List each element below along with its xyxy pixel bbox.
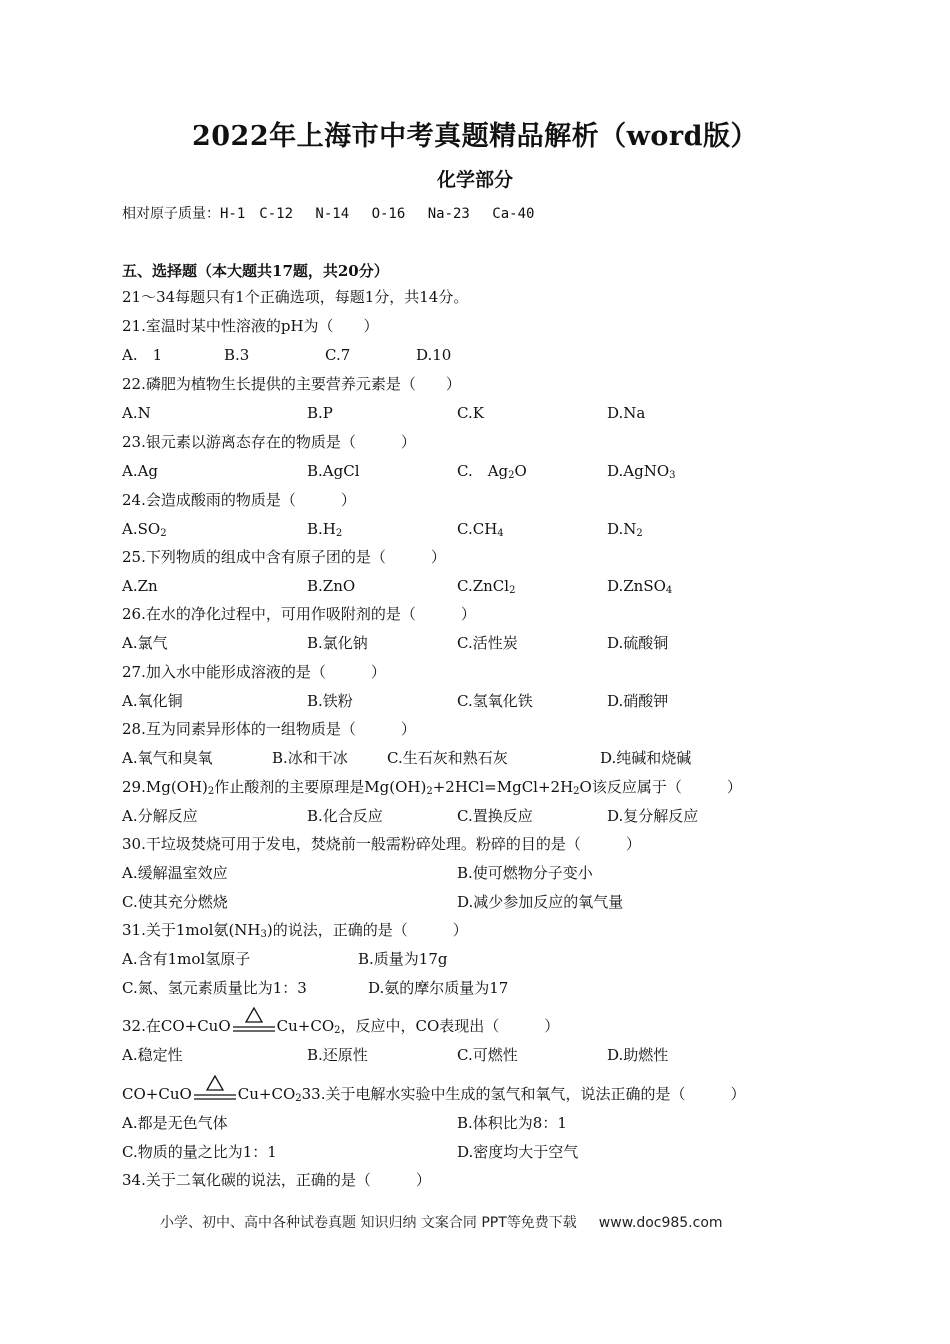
- q29-sub2: 2: [426, 786, 433, 797]
- question-25-stem: 25.下列物质的组成中含有原子团的是（ ）: [122, 548, 446, 566]
- question-28-option-d: D.纯碱和烧碱: [600, 749, 692, 767]
- question-29-option-b: B.化合反应: [307, 807, 383, 825]
- q23-c-sub: 2: [508, 470, 515, 481]
- footer-site-link[interactable]: www.doc985.com: [598, 1215, 723, 1231]
- q25-d-sub: 4: [665, 585, 673, 596]
- q33-sub: 2: [295, 1093, 302, 1104]
- question-32-option-a: A.稳定性: [122, 1046, 183, 1064]
- question-22-option-d: D.Na: [607, 404, 646, 422]
- question-32-option-d: D.助燃性: [607, 1046, 669, 1064]
- question-24-option-b: [307, 519, 342, 539]
- question-21-stem: 21.室温时某中性溶液的pH为（ ）: [122, 317, 379, 335]
- q29-part1: 29.Mg(OH): [122, 778, 208, 796]
- question-30-option-c: C.使其充分燃烧: [122, 893, 228, 911]
- question-23-option-d: [607, 461, 676, 481]
- question-25-option-c: [457, 576, 515, 596]
- question-25-option-b: B.ZnO: [307, 577, 356, 595]
- question-34-stem: 34.关于二氧化碳的说法，正确的是（ ）: [122, 1171, 431, 1189]
- q32-sub: 2: [334, 1025, 341, 1036]
- question-25-option-d: [607, 576, 672, 596]
- q24-d-text: D.N: [607, 520, 637, 538]
- question-21-option-a: A. 1: [122, 346, 163, 364]
- page-footer: [160, 1212, 723, 1232]
- q32-part2: Cu+CO: [276, 1017, 335, 1035]
- question-28-stem: 28.互为同素异形体的一组物质是（ ）: [122, 720, 416, 738]
- q24-c-sub: 4: [497, 528, 504, 539]
- question-26-option-d: D.硫酸铜: [607, 634, 669, 652]
- q33-pre2: Cu+CO: [237, 1085, 296, 1103]
- question-25-option-a: A.Zn: [122, 577, 158, 595]
- question-30-option-b: B.使可燃物分子变小: [457, 864, 593, 882]
- atomic-mass-line: 相对原子质量：H-1 C-12 N-14 O-16 Na-23 Ca-40: [122, 206, 535, 222]
- question-31-option-c: C.氮、氢元素质量比为1：3: [122, 979, 307, 997]
- q33-pre1: CO+CuO: [122, 1085, 192, 1103]
- question-31-option-b: B.质量为17g: [358, 950, 448, 968]
- q32-part3: ，反应中，CO表现出（ ）: [340, 1017, 560, 1035]
- question-24-option-d: [607, 519, 643, 539]
- question-21-option-d: D.10: [416, 346, 452, 364]
- q29-part2: 作止酸剂的主要原理是Mg(OH): [214, 778, 427, 796]
- question-22-stem: 22.磷肥为植物生长提供的主要营养元素是（ ）: [122, 375, 461, 393]
- q24-c-text: C.CH: [457, 520, 498, 538]
- question-30-stem: 30.干垃圾焚烧可用于发电，焚烧前一般需粉碎处理。粉碎的目的是（ ）: [122, 835, 641, 853]
- question-27-option-c: C.氢氧化铁: [457, 692, 533, 710]
- page-title: 2022年上海市中考真题精品解析（word版）: [191, 121, 758, 152]
- question-27-option-d: D.硝酸钾: [607, 692, 669, 710]
- q31-part2: )的说法，正确的是（ ）: [266, 921, 468, 939]
- q29-sub3: 2: [573, 786, 580, 797]
- question-26-option-b: B.氯化钠: [307, 634, 368, 652]
- q29-part3: +2HCl=MgCl+2H: [432, 778, 574, 796]
- q25-d-text: D.ZnSO: [607, 577, 666, 595]
- question-21-option-c: C.7: [325, 346, 351, 364]
- q24-b-sub: 2: [335, 528, 343, 539]
- q23-d-sub: 3: [669, 470, 676, 481]
- q23-d-part1: D.AgNO: [607, 462, 670, 480]
- question-24-stem: 24.会造成酸雨的物质是（ ）: [122, 491, 356, 509]
- instruction-line: 21～34每题只有1个正确选项，每题1分，共14分。: [122, 288, 469, 306]
- heat-condition-icon: [192, 1084, 238, 1104]
- question-26-option-a: A.氯气: [122, 634, 168, 652]
- q31-part1: 31.关于1mol氨(NH: [122, 921, 261, 939]
- question-33-option-d: D.密度均大于空气: [457, 1143, 579, 1161]
- question-23-option-c: [457, 461, 527, 481]
- question-30-option-d: D.减少参加反应的氧气量: [457, 893, 624, 911]
- q29-part4: O该反应属于（ ）: [579, 778, 742, 796]
- q32-part1: 32.在CO+CuO: [122, 1017, 231, 1035]
- question-28-option-c: C.生石灰和熟石灰: [387, 749, 508, 767]
- q24-b-text: B.H: [307, 520, 336, 538]
- question-29-option-a: A.分解反应: [122, 807, 198, 825]
- question-33-option-a: A.都是无色气体: [122, 1114, 228, 1132]
- question-31-stem: [122, 920, 468, 940]
- question-27-stem: 27.加入水中能形成溶液的是（ ）: [122, 663, 386, 681]
- question-31-option-d: D.氨的摩尔质量为17: [368, 979, 509, 997]
- question-24-option-a: [122, 519, 167, 539]
- question-23-option-b: B.AgCl: [307, 462, 360, 480]
- question-32-option-c: C.可燃性: [457, 1046, 518, 1064]
- question-28-option-a: A.氧气和臭氧: [122, 749, 213, 767]
- question-24-option-c: [457, 519, 504, 539]
- q31-sub: 3: [260, 929, 267, 940]
- question-21-option-b: B.3: [224, 346, 250, 364]
- question-33-option-c: C.物质的量之比为1：1: [122, 1143, 277, 1161]
- question-23-stem: 23.银元素以游离态存在的物质是（ ）: [122, 433, 416, 451]
- question-32-stem: [122, 1016, 559, 1036]
- q23-c-part1: C. Ag: [457, 462, 509, 480]
- question-23-option-a: A.Ag: [122, 462, 159, 480]
- question-33-stem: [122, 1084, 746, 1104]
- page-subtitle: 化学部分: [436, 169, 513, 191]
- question-22-option-b: B.P: [307, 404, 333, 422]
- q24-a-text: A.SO: [122, 520, 161, 538]
- question-29-option-d: D.复分解反应: [607, 807, 699, 825]
- question-28-option-b: B.冰和干冰: [272, 749, 348, 767]
- question-27-option-a: A.氧化铜: [122, 692, 183, 710]
- question-26-option-c: C.活性炭: [457, 634, 518, 652]
- heat-condition-icon: [231, 1016, 277, 1036]
- question-26-stem: 26.在水的净化过程中，可用作吸附剂的是（ ）: [122, 605, 476, 623]
- section-heading: 五、选择题（本大题共17题，共20分）: [122, 262, 389, 280]
- q25-c-text: C.ZnCl: [457, 577, 510, 595]
- question-33-option-b: B.体积比为8：1: [457, 1114, 567, 1132]
- question-22-option-a: A.N: [122, 404, 151, 422]
- q29-sub1: 2: [207, 786, 215, 797]
- q33-stem-text: 33.关于电解水实验中生成的氢气和氧气，说法正确的是（ ）: [301, 1085, 746, 1103]
- q25-c-sub: 2: [509, 585, 516, 596]
- question-31-option-a: A.含有1mol氢原子: [122, 950, 251, 968]
- q24-a-sub: 2: [160, 528, 167, 539]
- question-27-option-b: B.铁粉: [307, 692, 353, 710]
- question-29-option-c: C.置换反应: [457, 807, 533, 825]
- question-32-option-b: B.还原性: [307, 1046, 368, 1064]
- footer-text: 小学、初中、高中各种试卷真题 知识归纳 文案合同 PPT等免费下载: [160, 1215, 577, 1231]
- q24-d-sub: 2: [636, 528, 643, 539]
- question-30-option-a: A.缓解温室效应: [122, 864, 228, 882]
- question-22-option-c: C.K: [457, 404, 484, 422]
- question-29-stem: [122, 777, 742, 797]
- q23-c-part2: O: [514, 462, 527, 480]
